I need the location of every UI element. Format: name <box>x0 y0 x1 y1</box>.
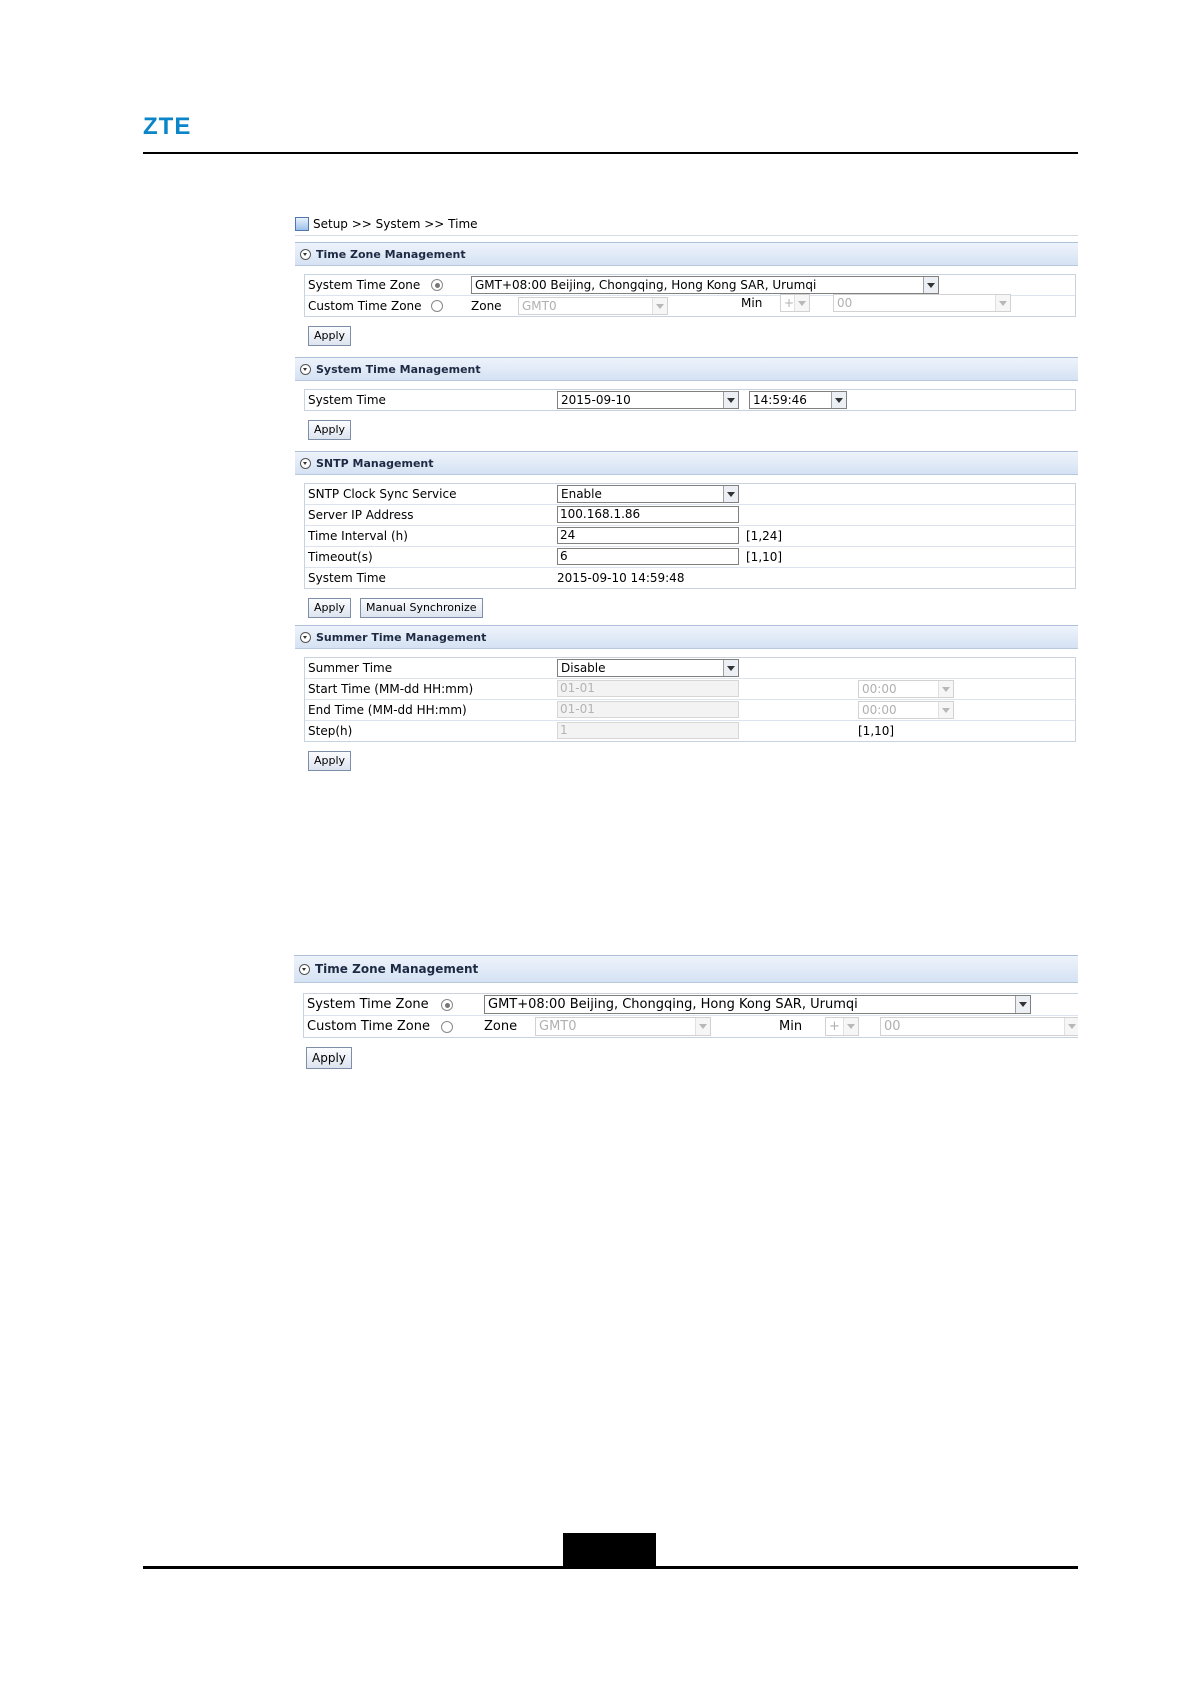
time-zone-apply-button[interactable]: Apply <box>306 1047 352 1069</box>
collapse-icon[interactable] <box>300 632 311 643</box>
chevron-down-icon <box>723 486 738 502</box>
time-zone-screenshot <box>294 955 1078 1076</box>
system-time-zone-radio[interactable] <box>431 279 443 291</box>
section-title: System Time Management <box>316 362 481 376</box>
timeout-input[interactable]: 6 <box>557 548 739 565</box>
step-input[interactable]: 1 <box>557 722 739 739</box>
section-summer-time-header[interactable] <box>295 625 1078 649</box>
sntp-system-time-row <box>305 568 1075 588</box>
sntp-apply-button[interactable]: Apply <box>308 598 351 618</box>
time-interval-row <box>305 526 1075 547</box>
step-row <box>305 721 1075 741</box>
start-date-input[interactable]: 01-01 <box>557 680 739 697</box>
collapse-icon[interactable] <box>300 364 311 375</box>
sntp-service-row <box>305 484 1075 505</box>
end-time-label: End Time (MM-dd HH:mm) <box>308 703 467 717</box>
summer-time-table <box>304 657 1076 742</box>
system-time-label: System Time <box>308 393 386 407</box>
server-ip-input[interactable]: 100.168.1.86 <box>557 506 739 523</box>
custom-time-zone-label: Custom Time Zone <box>308 299 422 313</box>
chevron-down-icon <box>938 702 953 718</box>
system-time-zone-select[interactable]: GMT+08:00 Beijing, Chongqing, Hong Kong SAR, Urumqi <box>471 276 939 294</box>
chevron-down-icon <box>695 1018 710 1035</box>
min-label: Min <box>741 296 763 310</box>
zte-logo: ZTE <box>143 113 192 140</box>
manual-synchronize-button[interactable]: Manual Synchronize <box>360 598 483 618</box>
footer-rule <box>143 1566 1078 1569</box>
collapse-icon[interactable] <box>300 458 311 469</box>
section-time-zone-header[interactable] <box>295 242 1078 266</box>
server-ip-label: Server IP Address <box>308 508 414 522</box>
collapse-icon[interactable] <box>300 249 311 260</box>
date-select[interactable]: 2015-09-10 <box>557 391 739 409</box>
time-interval-range: [1,24] <box>746 529 783 543</box>
sign-select[interactable]: + <box>825 1017 859 1036</box>
timeout-range: [1,10] <box>746 550 783 564</box>
chevron-down-icon <box>1015 996 1030 1013</box>
end-time-select[interactable]: 00:00 <box>858 701 954 719</box>
summer-time-select[interactable]: Disable <box>557 659 739 677</box>
summer-time-apply-button[interactable]: Apply <box>308 751 351 771</box>
sign-select[interactable]: + <box>780 294 810 312</box>
zone-label: Zone <box>471 299 502 313</box>
section-system-time-header[interactable] <box>295 357 1078 381</box>
system-time-zone-row <box>304 994 1078 1016</box>
time-zone-actions <box>295 317 1078 353</box>
server-ip-row <box>305 505 1075 526</box>
time-zone-table <box>303 993 1078 1038</box>
summer-time-row <box>305 658 1075 679</box>
sntp-system-time-label: System Time <box>308 571 386 585</box>
chevron-down-icon <box>723 392 738 408</box>
time-interval-label: Time Interval (h) <box>308 529 408 543</box>
sntp-service-select[interactable]: Enable <box>557 485 739 503</box>
start-time-row <box>305 679 1075 700</box>
start-time-label: Start Time (MM-dd HH:mm) <box>308 682 474 696</box>
time-config-screenshot <box>295 213 1078 802</box>
breadcrumb-text: Setup >> System >> Time <box>313 217 478 231</box>
end-time-row <box>305 700 1075 721</box>
min-select[interactable]: 00 <box>833 294 1011 312</box>
time-zone-actions <box>294 1038 1078 1074</box>
timeout-label: Timeout(s) <box>308 550 373 564</box>
sntp-actions <box>295 589 1078 625</box>
chevron-down-icon <box>843 1018 858 1035</box>
chevron-down-icon <box>831 392 846 408</box>
system-time-zone-label: System Time Zone <box>307 997 429 1012</box>
system-time-zone-select[interactable]: GMT+08:00 Beijing, Chongqing, Hong Kong SAR, Urumqi <box>484 995 1031 1014</box>
custom-min-controls <box>295 293 1078 313</box>
time-interval-input[interactable]: 24 <box>557 527 739 544</box>
header-rule <box>143 152 1078 154</box>
min-select[interactable]: 00 <box>880 1017 1078 1036</box>
section-title: SNTP Management <box>316 456 434 470</box>
system-time-actions <box>295 411 1078 447</box>
section-title: Time Zone Management <box>316 247 466 261</box>
chevron-down-icon <box>794 295 809 311</box>
zone-select[interactable]: GMT0 <box>518 297 668 315</box>
page-number-tab <box>563 1533 656 1567</box>
chevron-down-icon <box>1064 1018 1078 1035</box>
time-select[interactable]: 14:59:46 <box>749 391 847 409</box>
system-time-zone-label: System Time Zone <box>308 278 421 292</box>
chevron-down-icon <box>923 277 938 293</box>
start-time-select[interactable]: 00:00 <box>858 680 954 698</box>
zone-select[interactable]: GMT0 <box>535 1017 711 1036</box>
time-zone-apply-button[interactable]: Apply <box>308 326 351 346</box>
page-icon <box>295 217 309 231</box>
section-time-zone-header[interactable] <box>294 955 1078 983</box>
sntp-system-time-value: 2015-09-10 14:59:48 <box>557 571 685 585</box>
min-label: Min <box>779 1019 803 1034</box>
system-time-table <box>304 389 1076 411</box>
section-sntp-header[interactable] <box>295 451 1078 475</box>
chevron-down-icon <box>723 660 738 676</box>
summer-time-label: Summer Time <box>308 661 393 675</box>
section-title: Summer Time Management <box>316 630 487 644</box>
step-label: Step(h) <box>308 724 353 738</box>
section-title: Time Zone Management <box>315 962 479 976</box>
collapse-icon[interactable] <box>299 964 310 975</box>
custom-time-zone-label: Custom Time Zone <box>307 1019 430 1034</box>
timeout-row <box>305 547 1075 568</box>
zone-label: Zone <box>484 1019 518 1034</box>
system-time-zone-radio[interactable] <box>441 999 453 1011</box>
system-time-apply-button[interactable]: Apply <box>308 420 351 440</box>
end-date-input[interactable]: 01-01 <box>557 701 739 718</box>
sntp-table <box>304 483 1076 589</box>
custom-time-zone-radio[interactable] <box>441 1021 453 1033</box>
chevron-down-icon <box>938 681 953 697</box>
custom-time-zone-row <box>304 1016 1078 1037</box>
step-range: [1,10] <box>858 724 895 738</box>
sntp-service-label: SNTP Clock Sync Service <box>308 487 457 501</box>
chevron-down-icon <box>995 295 1010 311</box>
breadcrumb <box>295 213 1078 236</box>
system-time-row <box>305 390 1075 410</box>
summer-time-actions <box>295 742 1078 778</box>
